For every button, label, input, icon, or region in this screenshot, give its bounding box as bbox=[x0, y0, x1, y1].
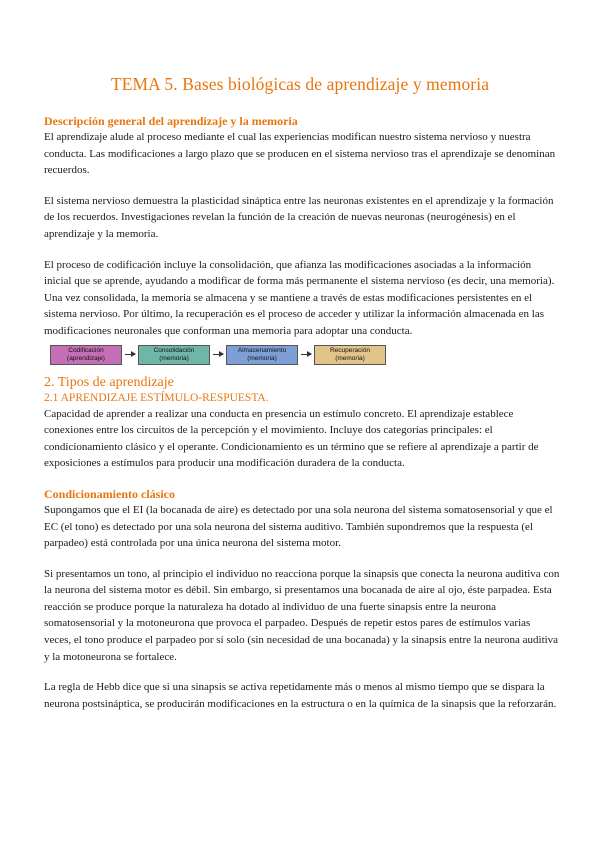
paragraph: El proceso de codificación incluye la consolidación, que afianza las modificaciones asociadas a la información inicial que se aprende, ayudando a modificar de forma más permanente el sistema nervioso (es decir, una memoria). Una vez consolidada, la memoria se almacena y se mantiene a través de estas modificaciones persistentes en el sistema nervioso. Por último, la recuperación es el proceso de acceder y utilizar la información almacenada en las modificaciones neuronales que conforman una memoria para adoptar una conducta. bbox=[44, 258, 555, 337]
paragraph: La regla de Hebb dice que si una sinapsis se activa repetidamente más o menos al mismo tiempo que se dispara la neurona postsináptica, se producirán modificaciones en la estructura o en la química de la sinapsis que la reforzarán. bbox=[44, 681, 557, 710]
section-heading-condicionamiento: Condicionamiento clásico bbox=[44, 486, 175, 501]
subsection-heading: 2.1 APRENDIZAJE ESTÍMULO-RESPUESTA. bbox=[44, 391, 269, 404]
flow-box-label: Recuperación bbox=[329, 346, 371, 354]
page-title: TEMA 5. Bases biológicas de aprendizaje y memoria bbox=[110, 74, 490, 94]
memory-process-diagram bbox=[50, 344, 560, 366]
paragraph: Supongamos que el EI (la bocanada de aire) es detectado por una sola neurona del sistema somatosensorial y que el EC (el tono) es detectado por una sola neurona del sistema auditivo. También supondremos que la respuesta (el parpadeo) está controlada por una única neurona del sistema motor. bbox=[44, 503, 553, 550]
paragraph: Capacidad de aprender a realizar una conducta en presencia un estímulo concreto. El aprendizaje establece conexiones entre los circuitos de la percepción y el movimiento. Incluye dos categorías principales: el condicionamiento clásico y el operante. Condicionamiento es un término que se refiere al aprendizaje a partir de exposiciones a estímulos para producir una modificación duradera de la conducta. bbox=[44, 407, 539, 470]
flow-box-sublabel: (memoria) bbox=[335, 354, 365, 362]
flow-box-label: Codificación bbox=[68, 346, 104, 354]
section-heading-general: Descripción general del aprendizaje y la memoria bbox=[44, 114, 298, 128]
paragraph: Si presentamos un tono, al principio el individuo no reacciona porque la sinapsis que conecta la neurona auditiva con la neurona del sistema motor es débil. Sin embargo, si presentamos una bocanada de aire al ojo, éste parpadea. Esta reacción se produce porque la naturaleza ha dotado al individuo de una fuerte sinapsis entre la neurona somatosensorial y la motoneurona que provoca el parpadeo. Después de repetir estos pares de estímulos varias veces, el tono produce el parpadeo por sí solo (sin necesidad de una bocanada) y la sinapsis entre la neurona auditiva y la motoneurona se fortalece. bbox=[44, 567, 560, 663]
paragraph: El sistema nervioso demuestra la plasticidad sináptica entre las neuronas existentes en el aprendizaje y la formación de los recuerdos. Investigaciones revelan la función de la creación de nuevas neuronas (neurogénesis) en el aprendizaje y la memoria. bbox=[44, 194, 554, 240]
arrow-right-icon bbox=[213, 354, 223, 355]
arrow-right-icon bbox=[301, 354, 311, 355]
flow-box-label: Consolidación bbox=[153, 346, 195, 354]
arrow-right-icon bbox=[125, 354, 135, 355]
flow-box-codificacion bbox=[50, 345, 122, 365]
flow-box-recuperacion bbox=[314, 345, 386, 365]
flow-box-almacenamiento bbox=[226, 345, 298, 365]
flow-box-consolidacion bbox=[138, 345, 210, 365]
section-heading-tipos: 2. Tipos de aprendizaje bbox=[44, 374, 174, 390]
document-body bbox=[44, 113, 560, 712]
flow-box-sublabel: (memoria) bbox=[159, 354, 189, 362]
paragraph: El aprendizaje alude al proceso mediante el cual las experiencias modifican nuestro sistema nervioso y nuestra conducta. Las modificaciones a largo plazo que se producen en el sistema nervioso tras el aprendizaje se denominan recuerdos. bbox=[44, 131, 556, 177]
flow-box-label: Almacenamiento bbox=[237, 346, 287, 354]
flow-box-sublabel: (memoria) bbox=[247, 354, 277, 362]
flow-box-sublabel: (aprendizaje) bbox=[67, 354, 105, 362]
